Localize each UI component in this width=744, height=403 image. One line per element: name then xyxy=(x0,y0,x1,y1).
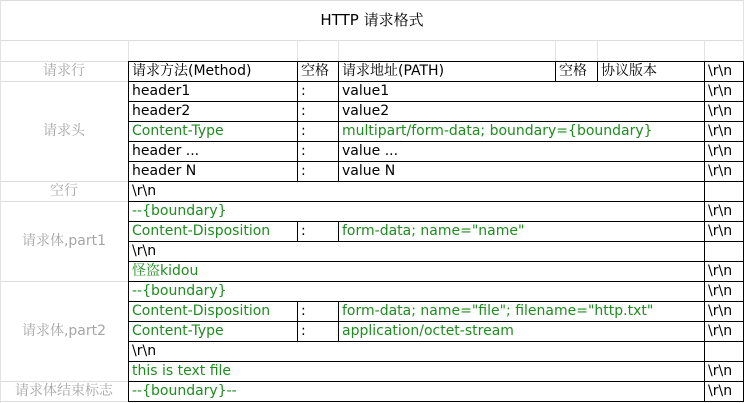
gridline xyxy=(555,40,556,61)
gridline xyxy=(128,40,129,61)
crlf-cell: \r\n xyxy=(708,323,733,339)
label-blank-line: 空行 xyxy=(50,183,78,199)
header-name-cell: header2 xyxy=(132,103,191,119)
empty-line-cell: \r\n xyxy=(132,243,157,259)
boundary-cell: --{boundary} xyxy=(132,283,227,299)
crlf-cell: \r\n xyxy=(708,303,733,319)
end-boundary-cell: --{boundary}-- xyxy=(132,383,237,399)
part-content-cell: 怪盗kidou xyxy=(132,263,199,279)
header-separator-cell: : xyxy=(301,143,306,159)
protocol-version-cell: 协议版本 xyxy=(601,63,657,79)
header-name-cell: header N xyxy=(132,163,197,179)
crlf-cell: \r\n xyxy=(708,63,733,79)
header-name-cell: header ... xyxy=(132,143,200,159)
header-value-cell: value N xyxy=(342,163,396,179)
gridline xyxy=(297,40,298,61)
header-name-cell: header1 xyxy=(132,83,191,99)
header-value-cell: value1 xyxy=(342,83,390,99)
content-disposition-name-cell: Content-Disposition xyxy=(132,223,271,239)
gridline xyxy=(0,40,744,41)
crlf-cell: \r\n xyxy=(708,223,733,239)
crlf-cell: \r\n xyxy=(708,263,733,279)
gridline xyxy=(597,40,598,61)
content-type-value-cell: application/octet-stream xyxy=(342,323,514,339)
content-type-name-cell: Content-Type xyxy=(132,323,224,339)
crlf-cell: \r\n xyxy=(708,123,733,139)
label-body-part1: 请求体,part1 xyxy=(21,233,107,249)
header-separator-cell: : xyxy=(301,123,306,139)
crlf-cell: \r\n xyxy=(708,283,733,299)
label-request-line: 请求行 xyxy=(43,63,85,79)
crlf-cell: \r\n xyxy=(708,143,733,159)
header-separator-cell: : xyxy=(301,163,306,179)
crlf-cell: \r\n xyxy=(708,363,733,379)
content-disposition-name-cell: Content-Disposition xyxy=(132,303,271,319)
header-separator-cell: : xyxy=(301,323,306,339)
crlf-cell: \r\n xyxy=(708,163,733,179)
space-cell: 空格 xyxy=(559,63,587,79)
crlf-cell: \r\n xyxy=(708,103,733,119)
label-end-marker: 请求体结束标志 xyxy=(15,383,113,399)
content-disposition-value-cell: form-data; name="file"; filename="http.txt" xyxy=(342,303,654,319)
header-separator-cell: : xyxy=(301,83,306,99)
header-separator-cell: : xyxy=(301,223,306,239)
content-type-name-cell: Content-Type xyxy=(132,123,224,139)
table-border xyxy=(128,401,744,402)
crlf-cell: \r\n xyxy=(708,383,733,399)
header-value-cell: value2 xyxy=(342,103,390,119)
content-disposition-value-cell: form-data; name="name" xyxy=(342,223,525,239)
label-body-part2: 请求体,part2 xyxy=(21,323,107,339)
header-separator-cell: : xyxy=(301,303,306,319)
crlf-cell: \r\n xyxy=(708,203,733,219)
part-content-cell: this is text file xyxy=(132,363,232,379)
header-separator-cell: : xyxy=(301,103,306,119)
request-method-cell: 请求方法(Method) xyxy=(132,63,252,79)
empty-line-cell: \r\n xyxy=(132,343,157,359)
gridline xyxy=(338,40,339,61)
crlf-cell: \r\n xyxy=(708,83,733,99)
page-title: HTTP 请求格式 xyxy=(320,11,424,29)
gridline xyxy=(704,40,705,61)
content-type-value-cell: multipart/form-data; boundary={boundary} xyxy=(342,123,653,139)
space-cell: 空格 xyxy=(301,63,329,79)
header-value-cell: value ... xyxy=(342,143,399,159)
label-request-head: 请求头 xyxy=(43,123,85,139)
blank-line-cell: \r\n xyxy=(132,183,157,199)
request-path-cell: 请求地址(PATH) xyxy=(342,63,445,79)
boundary-cell: --{boundary} xyxy=(132,203,227,219)
